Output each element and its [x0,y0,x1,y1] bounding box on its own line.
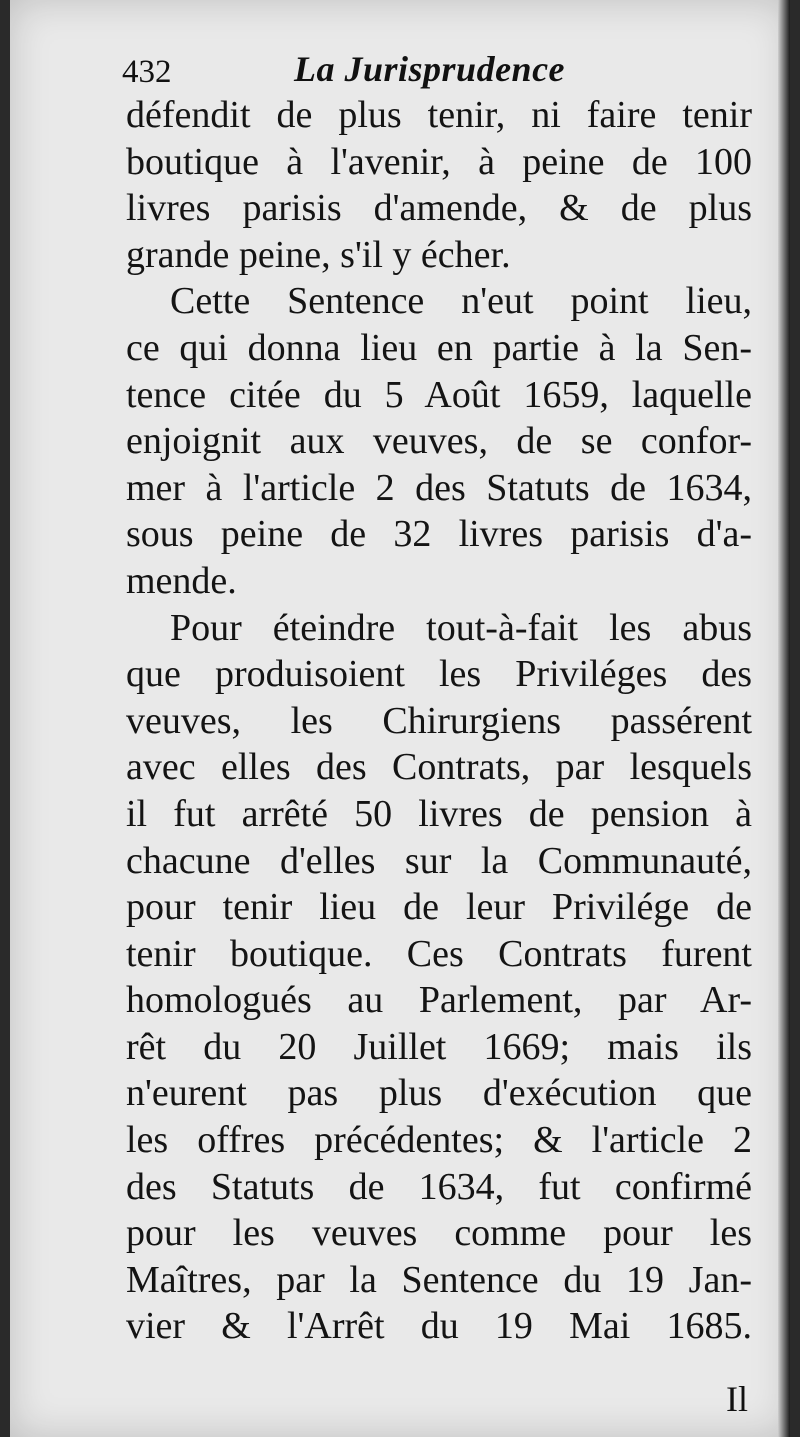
text-line: des Statuts de 1634, fut confirmé [126,1165,752,1208]
page-edge-shadow [778,0,790,1437]
text-line: rêt du 20 Juillet 1669; mais ils [126,1025,752,1068]
text-line: Cette Sentence n'eut point lieu, [170,280,752,323]
text-line: mer à l'article 2 des Statuts de 1634, [126,466,752,509]
text-line: il fut arrêté 50 livres de pension à [126,792,752,835]
text-line: homologués au Parlement, par Ar- [126,979,752,1022]
text-line: défendit de plus tenir, ni faire tenir [126,94,752,136]
text-line: pour les veuves comme pour les [126,1212,752,1255]
body-text [126,92,752,1350]
text-line: livres parisis d'amende, & de plus [126,187,752,230]
text-line: vier & l'Arrêt du 19 Mai 1685. [126,1305,752,1348]
text-line: pour tenir lieu de leur Privilége de [126,886,752,929]
page-number: 432 [122,54,172,90]
page-header [122,48,592,94]
text-line: grande peine, s'il y écher. [126,233,511,276]
text-line: mende. [126,559,237,602]
text-line: les offres précédentes; & l'article 2 [126,1119,752,1162]
text-line: ce qui donna lieu en partie à la Sen- [126,326,752,369]
running-title: La Jurisprudence [294,49,566,89]
catchword: Il [726,1379,748,1419]
text-line: enjoignit aux veuves, de se confor- [126,420,752,463]
text-line: tenir boutique. Ces Contrats furent [126,932,752,975]
text-line: veuves, les Chirurgiens passérent [126,699,752,742]
text-line: avec elles des Contrats, par lesquels [126,746,752,789]
book-page [10,0,790,1437]
text-line: Maîtres, par la Sentence du 19 Jan- [126,1258,752,1301]
text-line: que produisoient les Priviléges des [126,653,752,696]
text-line: boutique à l'avenir, à peine de 100 [126,140,752,183]
text-line: n'eurent pas plus d'exécution que [126,1072,752,1115]
text-line: tence citée du 5 Août 1659, laquelle [126,373,752,416]
text-line: sous peine de 32 livres parisis d'a- [126,513,752,556]
text-line: Pour éteindre tout-à-fait les abus [170,606,752,649]
text-line: chacune d'elles sur la Communauté, [126,839,752,882]
